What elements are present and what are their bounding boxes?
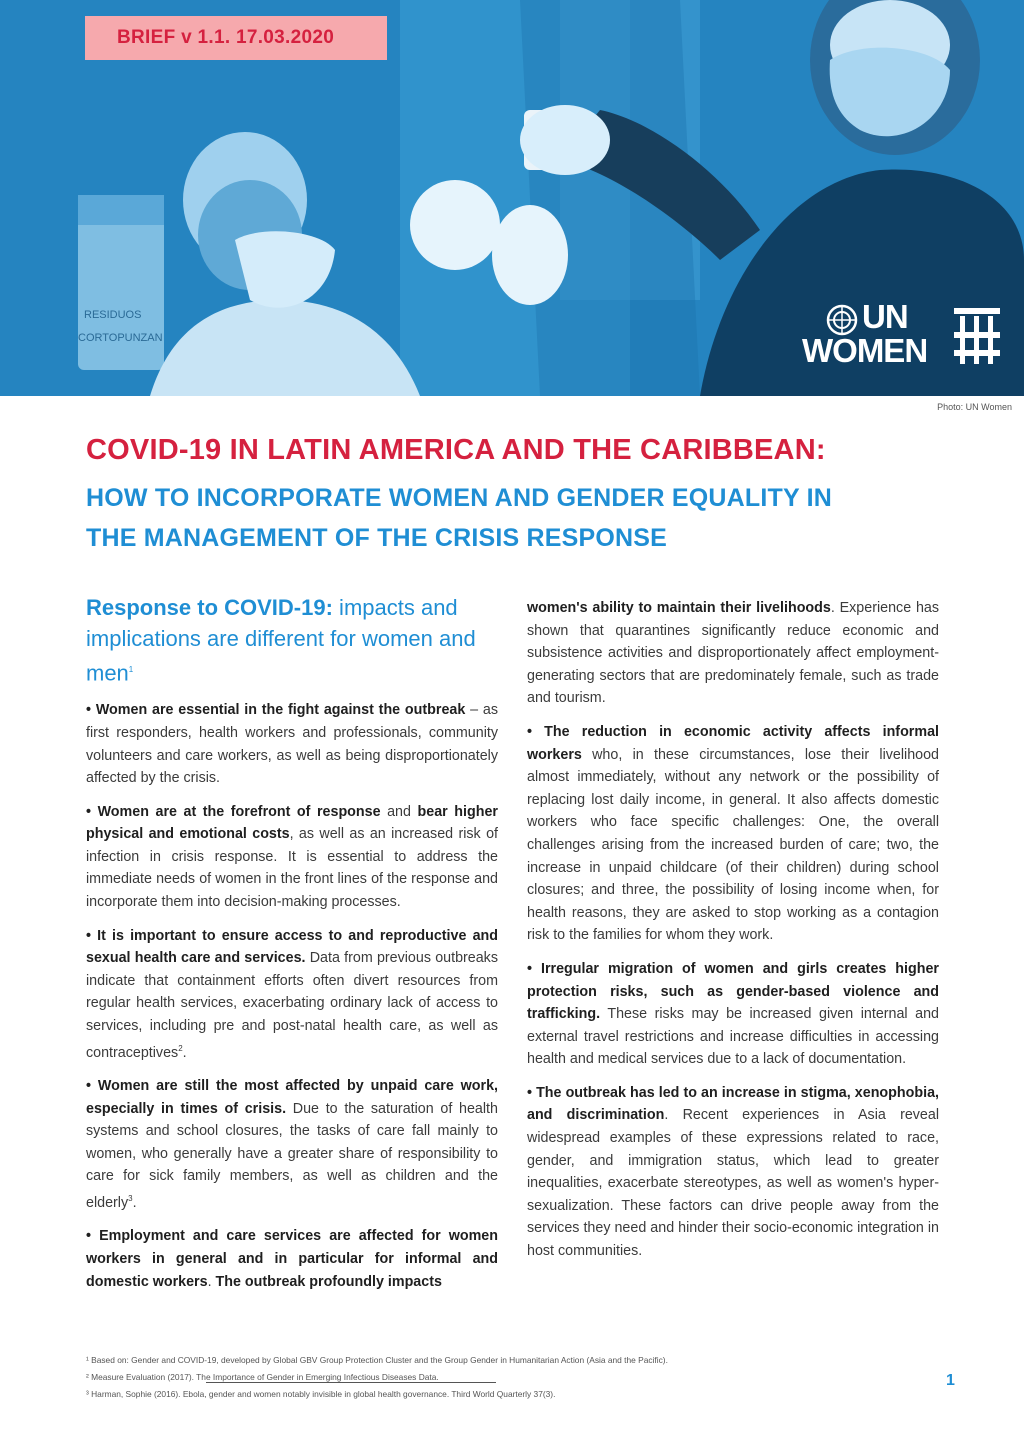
paragraph-unpaid-care: • Women are still the most affected by unpaid care work, especially in times of crisis. Due to the saturation of health systems and school closures, the tasks of care fall mainly to women, who generally have a greater share of responsibility to care for sick family members, as well as children and the elderly$^3$. (86, 1078, 498, 1211)
un-women-logo (802, 298, 1002, 369)
subtitle-line-2: THE MANAGEMENT OF THE CRISIS RESPONSE (86, 524, 668, 552)
brief-version-badge: BRIEF v 1.1. 17.03.2020 (85, 16, 387, 60)
hero-photo (0, 0, 1024, 396)
paragraph-stigma: • The outbreak has led to an increase in stigma, xenophobia, and discrimination. Recent experiences in Asia reveal widespread examples of these expressions related to race, gender, and immigration status, which lead to greater inequalities, exacerbate stereotypes, as well as women's hyper-sexualization. These factors can drive people away from the services they need and hinder their socio-economic integration in host communities. (527, 1084, 940, 1260)
svg-text:CORTOPUNZAN: CORTOPUNZAN (78, 332, 163, 344)
section-heading: Response to COVID-19: impacts and implications are different for women and men$^1$ (86, 595, 476, 686)
footnote-1: ¹ Based on: Gender and COVID-19, developed by Global GBV Group Protection Cluster and the Group Gender in Humanitarian Action (Asia and the Pacific). (86, 1355, 668, 1365)
paragraph-irregular-migration: • Irregular migration of women and girls creates higher protection risks, such as gender-based violence and trafficking. These risks may be increased given internal and external travel restrictions and increase difficulties in accessing health and medical services due to a lack of documentation. (527, 960, 939, 1068)
footnote-link-underline (206, 1382, 496, 1383)
document-title: COVID-19 IN LATIN AMERICA AND THE CARIBBEAN: (86, 434, 826, 466)
paragraph-employment-care: • Employment and care services are affected for women workers in general and in particular for informal and domestic workers. The outbreak profoundly impacts (86, 1228, 498, 1290)
subtitle-line-1: HOW TO INCORPORATE WOMEN AND GENDER EQUALITY IN (86, 484, 832, 512)
right-column (527, 597, 939, 1274)
document-subtitle (86, 478, 986, 558)
logo-un-text: UN (862, 298, 908, 335)
paragraph-women-essential: • Women are essential in the fight against the outbreak – as first responders, health workers and professionals, community volunteers and care workers, as well as being disproportionately affected by the crisis. (86, 702, 498, 787)
paragraph-informal-workers: • The reduction in economic activity affects informal workers who, in these circumstances, lose their livelihood almost immediately, without any network or the possibility of replacing lost daily income, in general. It also affects domestic workers who face specific challenges: One, the overall challenges arising from the increased burden of care; two, the increase in unpaid childcare (of their children) during school closures; and three, the possibility of losing income when, for health reasons, they are asked to stop working as a contagion risk to the families for whom they work. (527, 723, 939, 944)
paragraph-reproductive-health: • It is important to ensure access to and reproductive and sexual health care and services. Data from previous outbreaks indicate that containment efforts often divert resources from regular health services, exacerbating ordinary lack of access to services, including pre and post-natal health care, as well as contraceptives$^2$. (86, 927, 498, 1061)
page-number: 1 (946, 1372, 955, 1389)
footnote-3: ³ Harman, Sophie (2016). Ebola, gender and women notably invisible in global health governance. Third World Quarterly 37(3). (86, 1389, 556, 1399)
paragraph-livelihoods: women's ability to maintain their livelihoods. Experience has shown that quarantines significantly reduce economic and subsistence activities and disproportionately affect employment-generating sectors that are predominately female, such as trade and tourism. (527, 600, 939, 707)
paragraph-women-forefront: • Women are at the forefront of response and bear higher physical and emotional costs, as well as an increased risk of infection in crisis response. It is essential to address the immediate needs of women in the front lines of the response and incorporate them into decision-making processes. (86, 803, 498, 911)
un-women-mark-icon (952, 306, 1002, 366)
footnote-2: ² Measure Evaluation (2017). The Importance of Gender in Emerging Infectious Diseases Data. (86, 1372, 439, 1382)
footnotes (86, 1352, 886, 1403)
svg-text:RESIDUOS: RESIDUOS (84, 309, 142, 321)
logo-women-text: WOMEN (802, 332, 928, 369)
photo-credit: Photo: UN Women (937, 402, 1012, 412)
left-column (86, 592, 498, 1304)
